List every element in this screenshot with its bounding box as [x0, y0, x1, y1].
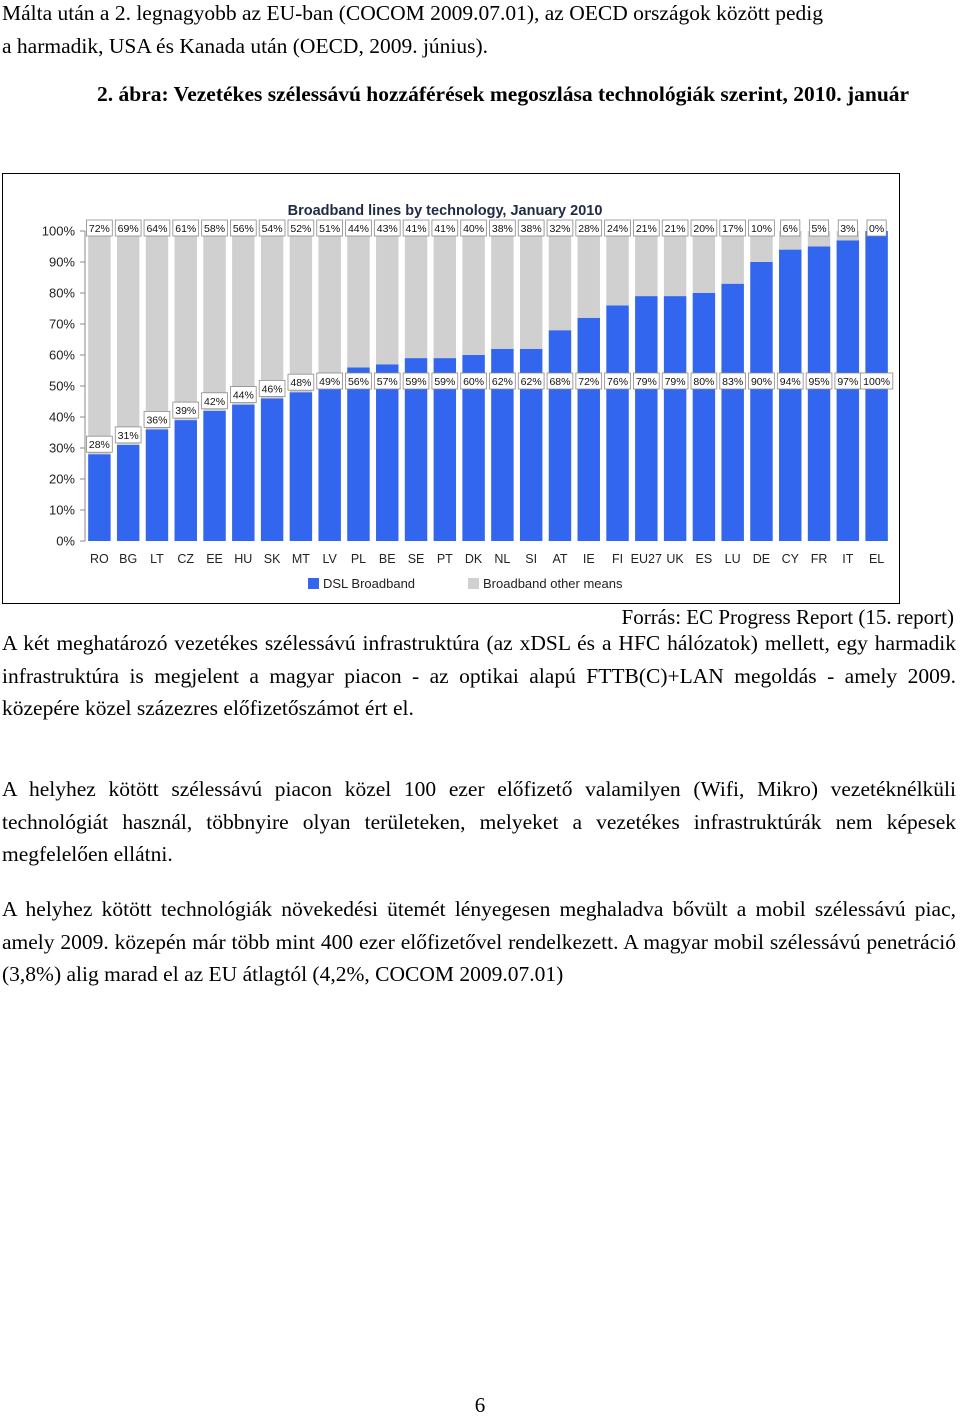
- data-label-other: 5%: [811, 223, 827, 235]
- x-tick-label: IE: [582, 552, 595, 566]
- data-label-other: 0%: [869, 223, 885, 235]
- bar-other: [376, 231, 398, 364]
- bar-dsl: [146, 429, 168, 541]
- data-label-dsl: 62%: [520, 376, 542, 388]
- data-label-other: 64%: [146, 223, 168, 235]
- page-number: 6: [474, 1393, 486, 1417]
- data-label-dsl: 76%: [607, 376, 629, 388]
- x-tick-label: DE: [752, 552, 771, 566]
- data-label-other: 38%: [520, 223, 542, 235]
- bar-dsl: [664, 296, 686, 541]
- data-label-other: 21%: [635, 223, 657, 235]
- bar-dsl: [261, 398, 283, 541]
- paragraph-1-text: A két meghatározó vezetékes szélessávú infrastruktúra (az xDSL és a HFC hálózatok) mellett, egy harmadik infrastruktúra is megjelent a magyar piacon - az optikai alapú FTTB(C)+LAN megoldás - amely 2009. közepére közel százezres előfizetőszámot ért el.: [2, 631, 956, 720]
- paragraph-2: [2, 773, 956, 871]
- data-label-other: 17%: [722, 223, 744, 235]
- bar-other: [146, 231, 168, 429]
- x-tick-label: LT: [150, 552, 164, 566]
- data-label-dsl: 36%: [146, 414, 168, 427]
- legend-label-dsl: DSL Broadband: [323, 576, 416, 591]
- bar-dsl: [693, 293, 715, 541]
- chart-frame: [2, 173, 900, 604]
- y-tick-label: 10%: [48, 502, 75, 518]
- x-tick-label: HU: [234, 552, 253, 566]
- data-label-other: 51%: [319, 223, 341, 235]
- x-tick-label: CZ: [177, 552, 195, 566]
- bar-other: [434, 231, 456, 358]
- bar-other: [175, 231, 197, 420]
- x-tick-label: PL: [350, 552, 367, 566]
- legend-swatch-dsl: [308, 578, 319, 589]
- paragraph-3-text: A helyhez kötött technológiák növekedési ütemét lényegesen meghaladva bővült a mobil szélessávú piac, amely 2009. közepén már több mint 400 ezer előfizetővel rendelkezett. A magyar mobil szélessávú penetráció (3,8%) alig marad el az EU átlagtól (4,2%, COCOM 2009.07.01): [2, 897, 956, 986]
- data-label-other: 20%: [693, 223, 715, 235]
- data-label-other: 69%: [117, 223, 139, 235]
- header-line-2: a harmadik, USA és Kanada után (OECD, 2009. június).: [2, 34, 489, 58]
- x-tick-label: PT: [436, 552, 453, 566]
- data-label-dsl: 57%: [376, 376, 398, 388]
- paragraph-2-text: A helyhez kötött szélessávú piacon közel 100 ezer előfizető valamilyen (Wifi, Mikro) vezetéknélküli technológiát használ, többnyire olyan területeken, melyeket a vezetékes infrastruktúrák nem képesek megfelelően ellátni.: [2, 777, 956, 866]
- data-label-other: 61%: [175, 223, 197, 235]
- legend-label-other: Broadband other means: [483, 576, 623, 591]
- data-label-dsl: 62%: [491, 376, 513, 388]
- data-label-dsl: 83%: [722, 376, 744, 388]
- bar-other: [232, 231, 254, 405]
- x-tick-label: SE: [407, 552, 425, 566]
- bar-other: [606, 231, 628, 305]
- data-label-other: 43%: [376, 223, 398, 235]
- data-label-other: 58%: [204, 223, 226, 235]
- chart-title: Broadband lines by technology, January 2010: [287, 203, 603, 219]
- bar-dsl: [88, 454, 110, 541]
- data-label-other: 54%: [261, 223, 283, 235]
- bar-other: [261, 231, 283, 398]
- bar-dsl: [635, 296, 657, 541]
- x-tick-label: MT: [291, 552, 310, 566]
- bar-other: [405, 231, 427, 358]
- data-label-dsl: 28%: [88, 439, 110, 452]
- data-label-other: 32%: [549, 223, 571, 235]
- y-tick-label: 20%: [48, 471, 75, 487]
- bar-other: [578, 231, 600, 318]
- data-label-dsl: 60%: [463, 376, 485, 388]
- data-label-dsl: 31%: [117, 429, 139, 442]
- data-label-other: 56%: [232, 223, 254, 235]
- data-label-other: 72%: [88, 223, 110, 235]
- x-tick-label: CY: [781, 552, 799, 566]
- data-label-other: 6%: [782, 223, 798, 235]
- x-tick-label: DK: [464, 552, 483, 566]
- chart: [3, 174, 899, 603]
- y-tick-label: 60%: [48, 347, 75, 363]
- bar-dsl: [117, 445, 139, 541]
- data-label-other: 10%: [750, 223, 772, 235]
- bar-dsl: [203, 411, 225, 541]
- y-tick-label: 100%: [41, 223, 75, 239]
- bar-dsl: [721, 284, 743, 541]
- legend-swatch-other: [468, 578, 479, 589]
- x-tick-label: EL: [868, 552, 885, 566]
- bar-dsl: [750, 262, 772, 541]
- data-label-other: 40%: [463, 223, 485, 235]
- bar-other: [549, 231, 571, 330]
- bar-other: [721, 231, 743, 284]
- x-tick-label: ES: [695, 552, 713, 566]
- bar-dsl: [549, 330, 571, 541]
- bar-other: [203, 231, 225, 411]
- data-label-dsl: 44%: [232, 389, 254, 402]
- data-label-other: 52%: [290, 223, 312, 235]
- data-label-other: 41%: [405, 223, 427, 235]
- x-tick-label: IT: [842, 552, 854, 566]
- data-label-dsl: 49%: [319, 376, 341, 388]
- bar-dsl: [808, 247, 830, 542]
- x-tick-label: EU27: [630, 552, 662, 566]
- bar-dsl: [347, 367, 369, 541]
- data-label-dsl: 80%: [693, 376, 715, 388]
- data-label-dsl: 68%: [549, 376, 571, 388]
- data-label-dsl: 95%: [808, 376, 830, 388]
- data-label-dsl: 59%: [434, 376, 456, 388]
- y-tick-label: 0%: [56, 533, 75, 549]
- data-label-dsl: 46%: [261, 383, 283, 396]
- x-tick-label: EE: [206, 552, 223, 566]
- figure-source: Forrás: EC Progress Report (15. report): [621, 605, 954, 629]
- x-tick-label: LV: [322, 552, 337, 566]
- bar-other: [117, 231, 139, 445]
- data-label-other: 44%: [347, 223, 369, 235]
- data-label-other: 28%: [578, 223, 600, 235]
- data-label-dsl: 79%: [635, 376, 657, 388]
- y-tick-label: 70%: [48, 316, 75, 332]
- bar-dsl: [606, 305, 628, 541]
- data-label-dsl: 94%: [779, 376, 801, 388]
- bar-other: [347, 231, 369, 367]
- bar-other: [491, 231, 513, 349]
- x-tick-label: RO: [90, 552, 109, 566]
- y-tick-label: 30%: [48, 440, 75, 456]
- data-label-other: 24%: [607, 223, 629, 235]
- bar-dsl: [578, 318, 600, 541]
- bar-dsl: [376, 364, 398, 541]
- y-tick-label: 50%: [48, 378, 75, 394]
- bar-dsl: [290, 392, 312, 541]
- data-label-dsl: 72%: [578, 376, 600, 388]
- bar-other: [520, 231, 542, 349]
- data-label-dsl: 100%: [863, 376, 891, 388]
- x-tick-label: FI: [611, 552, 624, 566]
- data-label-dsl: 48%: [290, 377, 312, 390]
- bar-dsl: [837, 240, 859, 541]
- x-tick-label: LU: [724, 552, 741, 566]
- data-label-dsl: 42%: [204, 395, 226, 408]
- data-label-other: 21%: [664, 223, 686, 235]
- header-line-1: Málta után a 2. legnagyobb az EU-ban (COCOM 2009.07.01), az OECD országok között pedig: [2, 1, 823, 25]
- x-tick-label: BE: [378, 552, 396, 566]
- bar-dsl: [232, 405, 254, 541]
- bar-other: [88, 231, 110, 454]
- paragraph-3: [2, 893, 956, 991]
- y-tick-label: 40%: [48, 409, 75, 425]
- data-label-dsl: 97%: [837, 376, 859, 388]
- x-tick-label: BG: [119, 552, 138, 566]
- bar-dsl: [175, 420, 197, 541]
- x-tick-label: UK: [666, 552, 684, 566]
- x-tick-label: SI: [525, 552, 538, 566]
- paragraph-1: [2, 627, 956, 725]
- data-label-dsl: 79%: [664, 376, 686, 388]
- x-tick-label: FR: [810, 552, 828, 566]
- bar-other: [664, 231, 686, 296]
- x-tick-label: SK: [263, 552, 281, 566]
- data-label-other: 38%: [491, 223, 513, 235]
- y-tick-label: 80%: [48, 285, 75, 301]
- bar-other: [462, 231, 484, 355]
- data-label-other: 3%: [840, 223, 856, 235]
- data-label-other: 41%: [434, 223, 456, 235]
- x-tick-label: NL: [494, 552, 511, 566]
- bar-dsl: [779, 250, 801, 541]
- bar-other: [290, 231, 312, 392]
- data-label-dsl: 56%: [347, 376, 369, 388]
- y-tick-label: 90%: [48, 254, 75, 270]
- bar-other: [318, 231, 340, 389]
- data-label-dsl: 59%: [405, 376, 427, 388]
- bar-other: [693, 231, 715, 293]
- plot-area: [42, 220, 893, 566]
- bar-other: [635, 231, 657, 296]
- x-tick-label: AT: [552, 552, 568, 566]
- chart-legend: [308, 576, 623, 591]
- figure-caption: 2. ábra: Vezetékes szélessávú hozzáférések megoszlása technológiák szerint, 2010. január: [97, 82, 910, 106]
- data-label-dsl: 39%: [175, 405, 197, 418]
- bar-dsl: [318, 389, 340, 541]
- data-label-dsl: 90%: [750, 376, 772, 388]
